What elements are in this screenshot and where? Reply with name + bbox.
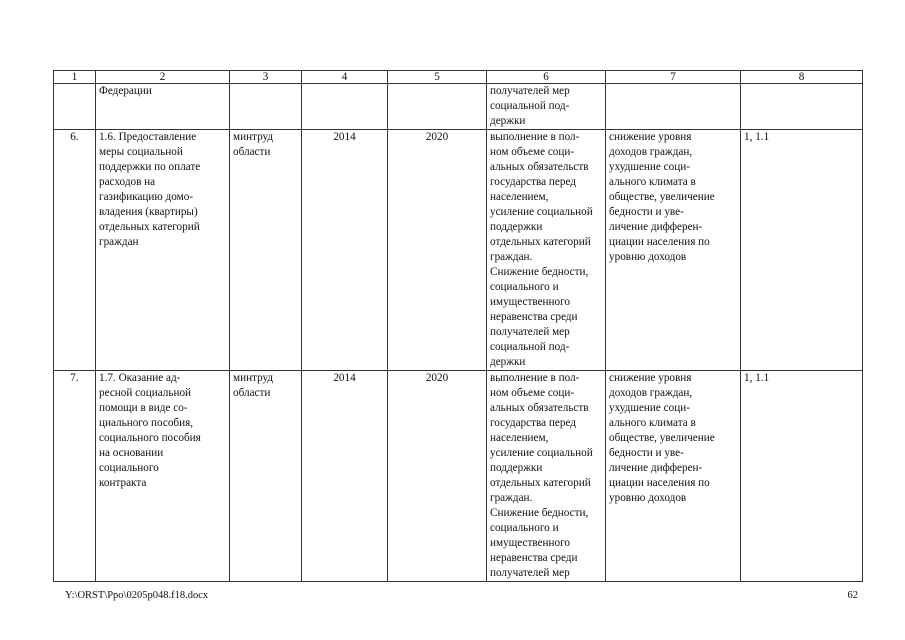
header-cell: 6: [487, 71, 606, 84]
header-cell: 8: [741, 71, 863, 84]
measures-table: [53, 70, 863, 582]
cell-line: держки: [490, 115, 526, 127]
cell-line: циации населения по: [609, 477, 710, 489]
cell-line: Снижение бедности,: [490, 266, 589, 278]
cell-line: на основании: [99, 447, 164, 459]
end-year: 2020: [388, 371, 487, 582]
cell-line: обществе, увеличение: [609, 432, 715, 444]
header-cell: 2: [96, 71, 230, 84]
cell-line: 1.7. Оказание ад-: [99, 372, 181, 384]
indicator-link: 1, 1.1: [741, 130, 863, 371]
cell-line: снижение уровня: [609, 372, 692, 384]
cell-line: альных обязательств: [490, 402, 589, 414]
row-number: [54, 84, 96, 130]
header-row: [54, 71, 863, 84]
cell-line: имущественного: [490, 537, 571, 549]
consequence-cell: [606, 84, 741, 130]
cell-line: выполнение в пол-: [490, 372, 580, 384]
cell-line: поддержки: [490, 462, 543, 474]
cell-line: социального и: [490, 281, 559, 293]
cell-line: бедности и уве-: [609, 447, 684, 459]
table-row: [54, 84, 863, 130]
cell-line: государства перед: [490, 417, 576, 429]
cell-line: поддержки: [490, 221, 543, 233]
cell-line: ального климата в: [609, 176, 696, 188]
table-row: [54, 130, 863, 371]
executor-cell: [230, 130, 302, 371]
cell-line: ухудшение соци-: [609, 161, 690, 173]
cell-line: граждан: [99, 236, 139, 248]
cell-line: социального: [99, 462, 159, 474]
cell-line: ном объеме соци-: [490, 387, 575, 399]
page-number: 62: [847, 590, 858, 601]
cell-line: получателей мер: [490, 567, 570, 579]
cell-line: Федерации: [99, 85, 152, 97]
cell-line: газификацию домо-: [99, 191, 194, 203]
cell-line: ресной социальной: [99, 387, 192, 399]
cell-line: области: [233, 387, 271, 399]
header-cell: 5: [388, 71, 487, 84]
measure-cell: [96, 371, 230, 582]
cell-line: получателей мер: [490, 85, 570, 97]
expected-result: [487, 130, 606, 371]
cell-line: циального пособия,: [99, 417, 194, 429]
header-cell: 1: [54, 71, 96, 84]
cell-line: личение дифферен-: [609, 221, 703, 233]
cell-line: выполнение в пол-: [490, 131, 580, 143]
cell-line: помощи в виде со-: [99, 402, 188, 414]
start-year: [302, 84, 388, 130]
cell-line: ухудшение соци-: [609, 402, 690, 414]
cell-line: получателей мер: [490, 326, 570, 338]
cell-line: Снижение бедности,: [490, 507, 589, 519]
cell-line: 1.6. Предоставление: [99, 131, 197, 143]
table-row: [54, 371, 863, 582]
cell-line: обществе, увеличение: [609, 191, 715, 203]
cell-line: меры социальной: [99, 146, 183, 158]
executor-cell: [230, 84, 302, 130]
cell-line: ального климата в: [609, 417, 696, 429]
row-number: 6.: [54, 130, 96, 371]
cell-line: имущественного: [490, 296, 571, 308]
consequence-cell: [606, 371, 741, 582]
cell-line: населением,: [490, 191, 549, 203]
cell-line: альных обязательств: [490, 161, 589, 173]
cell-line: граждан.: [490, 492, 533, 504]
cell-line: неравенства среди: [490, 311, 578, 323]
cell-line: усиление социальной: [490, 206, 593, 218]
indicator-link: [741, 84, 863, 130]
start-year: 2014: [302, 371, 388, 582]
cell-line: неравенства среди: [490, 552, 578, 564]
cell-line: отдельных категорий: [99, 221, 200, 233]
cell-line: населением,: [490, 432, 549, 444]
end-year: [388, 84, 487, 130]
expected-result: [487, 371, 606, 582]
cell-line: социального пособия: [99, 432, 201, 444]
cell-line: области: [233, 146, 271, 158]
row-number: 7.: [54, 371, 96, 582]
header-cell: 7: [606, 71, 741, 84]
end-year: 2020: [388, 130, 487, 371]
header-cell: 4: [302, 71, 388, 84]
cell-line: расходов на: [99, 176, 156, 188]
cell-line: усиление социальной: [490, 447, 593, 459]
cell-line: циации населения по: [609, 236, 710, 248]
cell-line: ном объеме соци-: [490, 146, 575, 158]
expected-result: [487, 84, 606, 130]
file-path: Y:\ORST\Ppo\0205p048.f18.docx: [65, 590, 209, 601]
cell-line: социальной под-: [490, 341, 570, 353]
cell-line: отдельных категорий: [490, 236, 591, 248]
cell-line: держки: [490, 356, 526, 368]
cell-line: личение дифферен-: [609, 462, 703, 474]
cell-line: уровню доходов: [609, 251, 687, 263]
executor-cell: [230, 371, 302, 582]
indicator-link: 1, 1.1: [741, 371, 863, 582]
cell-line: поддержки по оплате: [99, 161, 201, 173]
cell-line: социальной под-: [490, 100, 570, 112]
cell-line: отдельных категорий: [490, 477, 591, 489]
cell-line: минтруд: [233, 131, 274, 143]
cell-line: доходов граждан,: [609, 146, 693, 158]
cell-line: бедности и уве-: [609, 206, 684, 218]
cell-line: социального и: [490, 522, 559, 534]
cell-line: уровню доходов: [609, 492, 687, 504]
start-year: 2014: [302, 130, 388, 371]
cell-line: граждан.: [490, 251, 533, 263]
cell-line: снижение уровня: [609, 131, 692, 143]
cell-line: владения (квартиры): [99, 206, 198, 218]
cell-line: доходов граждан,: [609, 387, 693, 399]
cell-line: контракта: [99, 477, 147, 489]
measure-cell: [96, 84, 230, 130]
measure-cell: [96, 130, 230, 371]
cell-line: государства перед: [490, 176, 576, 188]
cell-line: минтруд: [233, 372, 274, 384]
header-cell: 3: [230, 71, 302, 84]
consequence-cell: [606, 130, 741, 371]
